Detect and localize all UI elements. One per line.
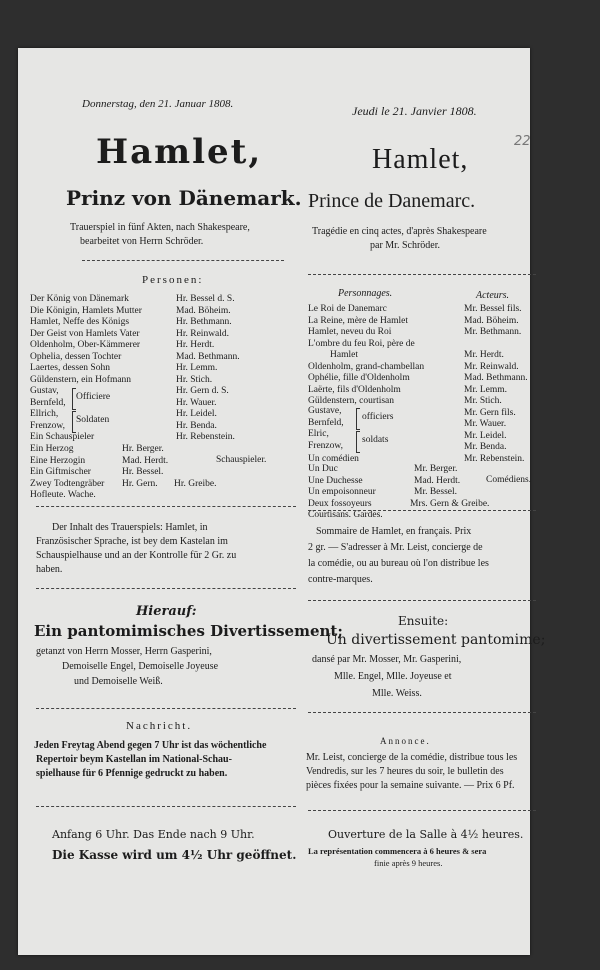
cast-group-label: soldats	[362, 435, 389, 445]
cast-actor: Mr. Rebenstein.	[464, 453, 525, 464]
brace	[72, 388, 76, 410]
divider	[36, 588, 296, 589]
cast-role: Un Duc	[308, 464, 338, 474]
cast-group-label: officiers	[362, 412, 394, 422]
cast-actor: Mr. Gern fils.	[464, 407, 516, 418]
cast-actor: Hr. Gern d. S.	[176, 386, 229, 396]
page-number: 22	[514, 134, 531, 149]
cast-actor: Mr. Berger.	[414, 464, 458, 474]
cast-role: Frenzow,	[30, 420, 65, 431]
text-line: haben.	[36, 564, 63, 575]
cast-actor: Mr. Leidel.	[464, 430, 507, 441]
cast-role: Hamlet	[330, 350, 358, 360]
de-title: Hamlet,	[96, 132, 263, 172]
fr-subtitle: Prince de Danemarc.	[308, 190, 476, 212]
fr-acteurs-heading: Acteurs.	[476, 290, 510, 301]
text-line: Der Inhalt des Trauerspiels: Hamlet, in	[52, 522, 208, 533]
cast-role: Gustav,	[30, 386, 59, 396]
cast-actor: Hr. Gern.	[122, 478, 158, 489]
cast-role: Elric,	[308, 429, 329, 439]
cast-role: Hofleute. Wache.	[30, 490, 96, 500]
de-genre-1: Trauerspiel in fünf Akten, nach Shakespeare,	[70, 222, 250, 233]
cast-role: Hamlet, Neffe des Königs	[30, 317, 130, 327]
cast-role: Die Königin, Hamlets Mutter	[30, 305, 142, 316]
cast-actor: Mr. Wauer.	[464, 419, 507, 429]
cast-role: Ophélie, fille d'Oldenholm	[308, 373, 410, 383]
cast-actor: Mr. Lemm.	[464, 384, 508, 395]
cast-role: Ellrich,	[30, 409, 59, 419]
divider	[308, 810, 536, 811]
text-line: Mlle. Weiss.	[372, 688, 422, 699]
cast-actor: Hr. Lemm.	[176, 363, 218, 373]
playbill-page	[18, 48, 546, 955]
cast-actor: Mad. Herdt.	[122, 455, 169, 466]
cast-actor: Mad. Böheim.	[464, 315, 519, 326]
de-kasse: Die Kasse wird um 4½ Uhr geöffnet.	[52, 848, 297, 862]
cast-role: Bernfeld,	[308, 417, 344, 428]
text-line: Vendredis, sur les 7 heures du soir, le bulletin des	[306, 766, 504, 777]
cast-actor: Mad. Böheim.	[176, 305, 231, 316]
text-line: contre-marques.	[308, 574, 373, 585]
cast-actor: Hr. Bessel.	[122, 467, 164, 477]
brace	[356, 431, 360, 453]
cast-actor: Mr. Reinwald.	[464, 361, 519, 372]
cast-role: Frenzow,	[308, 440, 343, 451]
text-line: getanzt von Herrn Mosser, Herrn Gasperini,	[36, 646, 212, 657]
cast-role: Der König von Dänemark	[30, 294, 129, 304]
cast-group-label: Soldaten	[76, 415, 110, 425]
cast-role: Laertes, dessen Sohn	[30, 363, 110, 373]
text-line: Schauspielhause und an der Kontrolle für 2 Gr. zu	[36, 550, 237, 561]
cast-actor: Mr. Benda.	[464, 442, 507, 452]
cast-role: Gustave,	[308, 406, 342, 416]
text-line: Französischer Sprache, ist bey dem Kastelan im	[36, 536, 228, 547]
cast-role: Une Duchesse	[308, 475, 363, 486]
fr-genre-2: par Mr. Schröder.	[370, 240, 440, 251]
cast-role: Un empoisonneur	[308, 487, 376, 497]
cast-role: Güldenstern, ein Hofmann	[30, 374, 132, 385]
text-line: spielhause für 6 Pfennige gedruckt zu haben.	[36, 768, 228, 779]
cast-actor: Hr. Stich.	[176, 374, 213, 385]
cast-role: Oldenholm, Ober-Kämmerer	[30, 340, 141, 350]
cast-role: Zwey Todtengräber	[30, 478, 105, 489]
fr-genre-1: Tragédie en cinq actes, d'après Shakespeare	[312, 226, 487, 237]
de-personen-heading: Personen:	[142, 274, 204, 286]
cast-role: Un comédien	[308, 453, 359, 464]
de-anfang: Anfang 6 Uhr. Das Ende nach 9 Uhr.	[52, 828, 255, 841]
cast-role: La Reine, mère de Hamlet	[308, 315, 408, 326]
divider	[36, 806, 296, 807]
cast-actor: Hr. Berger.	[122, 444, 164, 454]
fr-ouverture: Ouverture de la Salle à 4½ heures.	[328, 828, 524, 841]
cast-actor: Mr. Herdt.	[464, 350, 504, 360]
cast-role: Laërte, fils d'Oldenholm	[308, 384, 401, 395]
cast-actor: Mad. Bethmann.	[176, 351, 240, 362]
fr-title: Hamlet,	[372, 144, 469, 175]
cast-role: Courtisans. Gardes.	[308, 510, 383, 520]
cast-role: L'ombre du feu Roi, père de	[308, 338, 415, 349]
fr-divertissement: Un divertissement pantomime;	[326, 632, 546, 648]
de-subtitle: Prinz von Dänemark.	[66, 186, 302, 210]
cast-group-label: Schauspieler.	[216, 455, 267, 465]
text-line: Repertoir beym Kastellan im National-Schau-	[36, 754, 232, 765]
cast-role: Deux fossoyeurs	[308, 498, 372, 509]
cast-actor: Mr. Bethmann.	[464, 327, 522, 337]
text-line: Sommaire de Hamlet, en français. Prix	[316, 526, 472, 537]
divider	[36, 708, 296, 709]
text-line: pièces fixées pour la semaine suivante. — Prix 6 Pf.	[306, 780, 515, 791]
cast-group-label: Comédiens.	[486, 475, 532, 485]
fr-finie: finie après 9 heures.	[374, 858, 443, 868]
de-divertissement: Ein pantomimisches Divertissement;	[34, 622, 343, 640]
cast-actor: Hr. Bessel d. S.	[176, 294, 235, 304]
cast-actor: Hr. Bethmann.	[176, 317, 232, 327]
cast-role: Ein Herzog	[30, 444, 74, 454]
cast-actor: Mad. Bethmann.	[464, 373, 528, 383]
cast-role: Oldenholm, grand-chambellan	[308, 361, 425, 372]
cast-actor: Hr. Benda.	[176, 420, 217, 431]
cast-actor: Hr. Leidel.	[176, 409, 217, 419]
de-genre-2: bearbeitet von Herrn Schröder.	[80, 236, 204, 247]
text-line: dansé par Mr. Mosser, Mr. Gasperini,	[312, 654, 462, 665]
divider	[82, 260, 284, 261]
fr-representation: La représentation commencera à 6 heures & sera	[308, 846, 487, 856]
divider	[308, 510, 536, 511]
cast-actor: Mr. Bessel.	[414, 487, 458, 497]
divider	[308, 600, 536, 601]
cast-role: Hamlet, neveu du Roi	[308, 327, 392, 337]
fr-ensuite: Ensuite:	[398, 614, 449, 628]
de-date: Donnerstag, den 21. Januar 1808.	[82, 98, 234, 110]
cast-actor: Hr. Greibe.	[174, 478, 217, 489]
text-line: la comédie, ou au bureau où l'on distribue les	[308, 558, 489, 569]
cast-role: Güldenstern, courtisan	[308, 396, 395, 406]
cast-role: Eine Herzogin	[30, 455, 86, 466]
fr-date: Jeudi le 21. Janvier 1808.	[352, 104, 477, 118]
text-line: Jeden Freytag Abend gegen 7 Uhr ist das wöchentliche	[34, 740, 267, 751]
cast-group-label: Officiere	[76, 392, 111, 402]
cast-actor: Hr. Rebenstein.	[176, 432, 235, 442]
cast-actor: Mr. Stich.	[464, 396, 502, 406]
cast-actor: Hr. Herdt.	[176, 340, 215, 350]
cast-role: Bernfeld,	[30, 397, 66, 408]
brace	[356, 408, 360, 430]
cast-role: Le Roi de Danemarc	[308, 304, 387, 314]
de-nachricht-heading: Nachricht.	[126, 720, 193, 732]
text-line: 2 gr. — S'adresser à Mr. Leist, concierge de	[308, 542, 483, 553]
divider	[308, 274, 536, 275]
text-line: Demoiselle Engel, Demoiselle Joyeuse	[62, 661, 219, 672]
divider	[36, 506, 296, 507]
cast-actor: Hr. Wauer.	[176, 397, 217, 408]
cast-role: Ein Giftmischer	[30, 467, 91, 477]
text-line: Mr. Leist, concierge de la comédie, distribue tous les	[306, 752, 518, 763]
cast-role: Ein Schauspieler	[30, 432, 95, 442]
fr-annonce-heading: Annonce.	[380, 736, 431, 746]
cast-actor: Mad. Herdt.	[414, 475, 461, 486]
cast-actor: Mr. Bessel fils.	[464, 304, 522, 314]
cast-role: Der Geist von Hamlets Vater	[30, 328, 140, 339]
divider	[308, 712, 536, 713]
fr-personnages-heading: Personnages.	[338, 288, 393, 299]
text-line: und Demoiselle Weiß.	[74, 676, 163, 687]
text-line: Mlle. Engel, Mlle. Joyeuse et	[334, 671, 452, 682]
cast-actor: Hr. Reinwald.	[176, 328, 230, 339]
de-hierauf: Hierauf:	[136, 604, 197, 619]
cast-actor: Mrs. Gern & Greibe.	[410, 498, 490, 509]
cast-role: Ophelia, dessen Tochter	[30, 351, 122, 362]
brace	[72, 411, 76, 433]
